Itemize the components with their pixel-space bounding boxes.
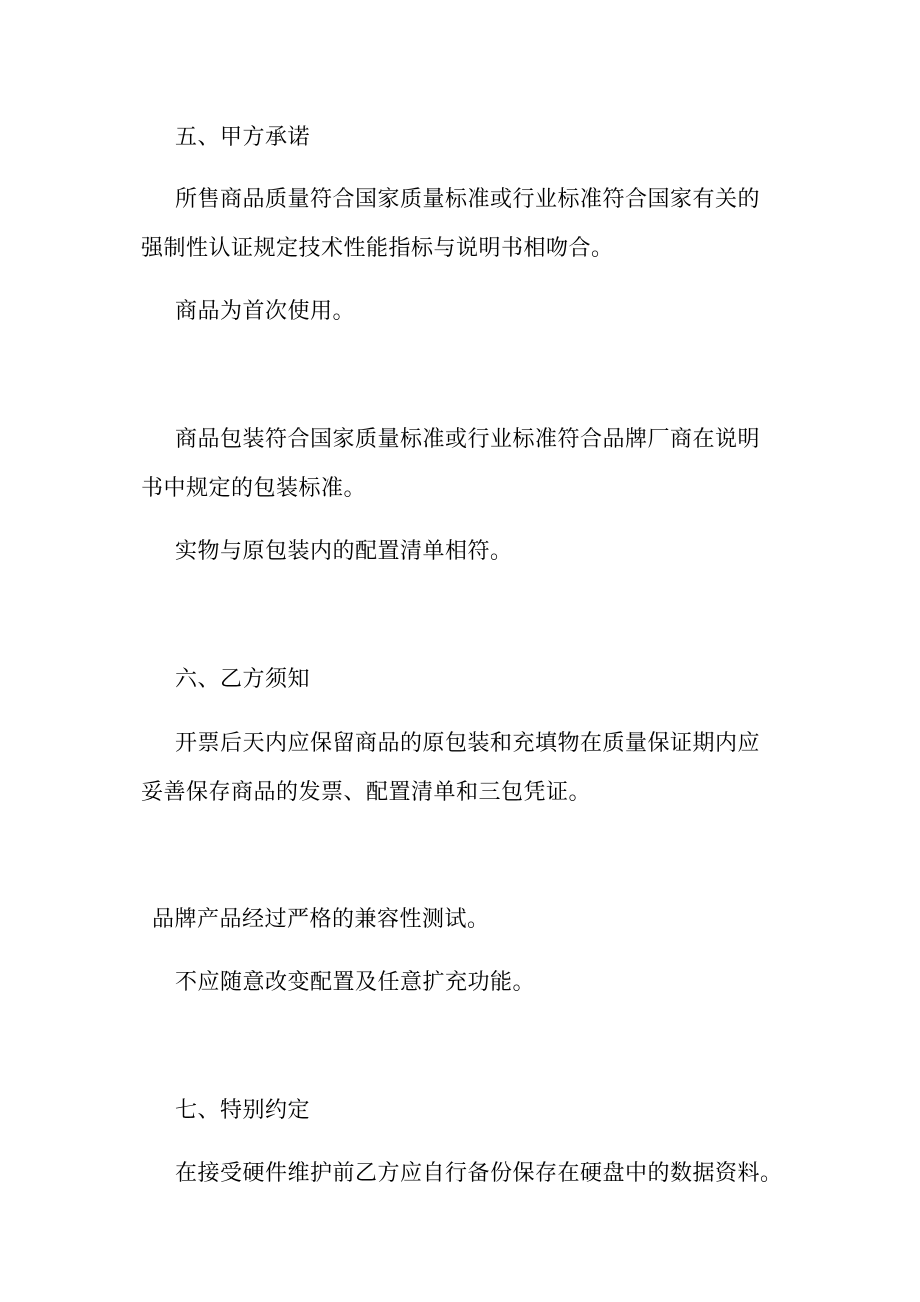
paragraph: 实物与原包装内的配置清单相符。	[175, 539, 513, 564]
section-heading-6: 六、乙方须知	[175, 667, 311, 692]
paragraph: 商品为首次使用。	[175, 299, 356, 324]
paragraph: 品牌产品经过严格的兼容性测试。	[152, 907, 490, 932]
paragraph: 在接受硬件维护前乙方应自行备份保存在硬盘中的数据资料。	[175, 1161, 783, 1186]
paragraph-line: 商品包装符合国家质量标准或行业标准符合品牌厂商在说明	[175, 427, 761, 452]
paragraph-line: 强制性认证规定技术性能指标与说明书相吻合。	[141, 236, 614, 261]
paragraph-line: 开票后天内应保留商品的原包装和充填物在质量保证期内应	[175, 731, 761, 756]
paragraph-line: 妥善保存商品的发票、配置清单和三包凭证。	[141, 780, 592, 805]
paragraph-line: 所售商品质量符合国家质量标准或行业标准符合国家有关的	[175, 187, 761, 212]
paragraph: 不应随意改变配置及任意扩充功能。	[175, 970, 536, 995]
section-heading-7: 七、特别约定	[175, 1098, 311, 1123]
section-heading-5: 五、甲方承诺	[175, 125, 311, 150]
paragraph-line: 书中规定的包装标准。	[141, 476, 367, 501]
